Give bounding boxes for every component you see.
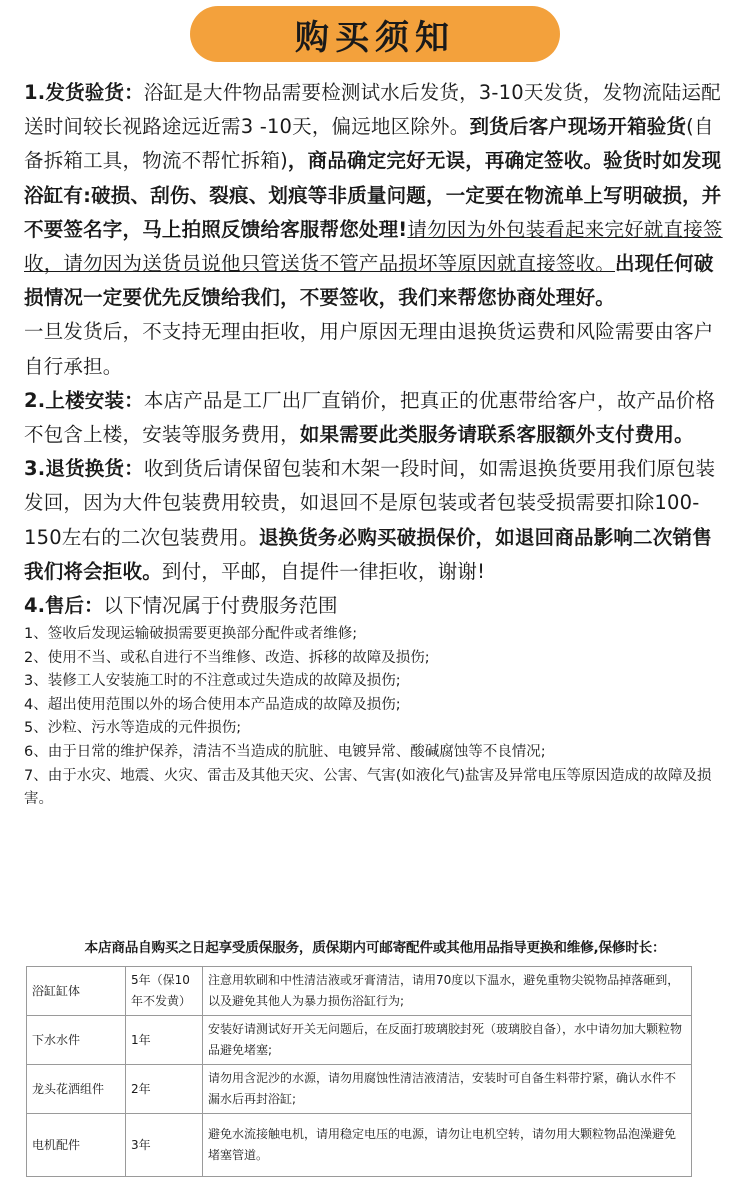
warranty-note: 安装好请测试好开关无问题后，在反面打玻璃胶封死（玻璃胶自备），水中请勿加大颗粒物品避免堵塞; bbox=[203, 1016, 692, 1065]
table-row bbox=[27, 1065, 692, 1114]
section-aftersales bbox=[24, 589, 724, 623]
returns-text-1: 收到货后请保留包装和木架一段时间，如需退换货要用我们原包装发回，因为大件包装费用较贵，如退回不是原包装或者包装受损需要扣除100-150左右的二次包装费用。 bbox=[24, 457, 716, 549]
warranty-table bbox=[26, 966, 692, 1177]
returns-text-2: 退换货务必购买破损保价，如退回商品影响二次销售我们将会拒收。 bbox=[24, 525, 712, 583]
title-banner bbox=[0, 6, 750, 62]
shipping-text-4: ，商品确定完好无误，再确定签收。验货时如发现浴缸有:破损、刮伤、裂痕、划痕等非质量问题，一定要在物流单上写明破损，并不要签名字，马上拍照反馈给客服帮您处理! bbox=[24, 149, 722, 241]
section-shipping bbox=[24, 76, 724, 315]
warranty-notice: 本店商品自购买之日起享受质保服务，质保期内可邮寄配件或其他用品指导更换和维修,保修时长： bbox=[84, 940, 666, 956]
warranty-note: 注意用软刷和中性清洁液或牙膏清洁，请用70度以下温水，避免重物尖锐物品掉落砸到，以及避免其他人为暴力损伤浴缸行为; bbox=[203, 967, 692, 1016]
warranty-part: 下水水件 bbox=[27, 1016, 126, 1065]
section-installation bbox=[24, 384, 724, 452]
title-pill bbox=[190, 6, 560, 62]
returns-text-3: 到付，平邮，自提件一律拒收，谢谢! bbox=[161, 559, 486, 583]
list-item: 4、超出使用范围以外的场合使用本产品造成的故障及损伤; bbox=[24, 696, 401, 713]
section-aftersales-heading: 4.售后： bbox=[24, 594, 104, 618]
warranty-note: 避免水流接触电机，请用稳定电压的电源，请勿让电机空转，请勿用大颗粒物品泡澡避免堵塞管道。 bbox=[203, 1114, 692, 1177]
installation-text-2: 如果需要此类服务请联系客服额外支付费用。 bbox=[299, 423, 694, 447]
warranty-part: 电机配件 bbox=[27, 1114, 126, 1177]
aftersales-intro: 以下情况属于付费服务范围 bbox=[103, 594, 338, 618]
installation-text-1: 本店产品是工厂出厂直销价，把真正的优惠带给客户，故产品价格不包含上楼，安装等服务费用， bbox=[24, 388, 716, 447]
section-shipping-heading: 1.发货验货： bbox=[24, 81, 144, 104]
section-returns-heading: 3.退货换货： bbox=[24, 457, 144, 481]
aftersales-list bbox=[24, 623, 724, 812]
list-item: 6、由于日常的维护保养，清洁不当造成的肮脏、电镀异常、酸碱腐蚀等不良情况; bbox=[24, 744, 546, 761]
shipping-text-7: 一旦发货后，不支持无理由拒收，用户原因无理由退换货运费和风险需要由客户自行承担。 bbox=[24, 320, 714, 378]
section-returns bbox=[24, 452, 724, 589]
shipping-text-1: 浴缸是大件物品需要检测试水后发货，3-10天发货，发物流陆运配送时间较长视路途远近需3 -10天，偏远地区除外。 bbox=[24, 81, 721, 139]
table-row bbox=[27, 1114, 692, 1177]
notice-content bbox=[24, 76, 724, 812]
warranty-note: 请勿用含泥沙的水源，请勿用腐蚀性清洁液清洁，安装时可自备生料带拧紧，确认水件不漏水后再封浴缸; bbox=[203, 1065, 692, 1114]
warranty-period: 1年 bbox=[126, 1016, 203, 1065]
list-item: 7、由于水灾、地震、火灾、雷击及其他天灾、公害、气害(如液化气)盐害及异常电压等原因造成的故障及损害。 bbox=[24, 767, 712, 808]
shipping-text-2: 到货后客户现场开箱验货 bbox=[469, 115, 687, 139]
table-row bbox=[27, 1016, 692, 1065]
page-title: 购买须知 bbox=[295, 17, 455, 58]
warranty-period: 3年 bbox=[126, 1114, 203, 1177]
list-item: 3、装修工人安装施工时的不注意或过失造成的故障及损伤; bbox=[24, 673, 401, 690]
warranty-period: 5年（保10年不发黄） bbox=[126, 967, 203, 1016]
table-row bbox=[27, 967, 692, 1016]
list-item: 2、使用不当、或私自进行不当维修、改造、拆移的故障及损伤; bbox=[24, 649, 430, 666]
warranty-part: 浴缸缸体 bbox=[27, 967, 126, 1016]
list-item: 5、沙粒、污水等造成的元件损伤; bbox=[24, 720, 242, 737]
warranty-part: 龙头花洒组件 bbox=[27, 1065, 126, 1114]
warranty-period: 2年 bbox=[126, 1065, 203, 1114]
list-item: 1、签收后发现运输破损需要更换部分配件或者维修; bbox=[24, 626, 358, 643]
section-installation-heading: 2.上楼安装： bbox=[24, 388, 144, 412]
shipping-text-3: (自备拆箱工具，物流不帮忙拆箱) bbox=[24, 115, 714, 173]
shipping-text-6: 出现任何破损情况一定要优先反馈给我们，不要签收，我们来帮您协商处理好。 bbox=[24, 252, 714, 310]
shipping-text-5: 请勿因为外包装看起来完好就直接签收，请勿因为送货员说他只管送货不管产品损坏等原因就直接签收。 bbox=[24, 217, 723, 276]
